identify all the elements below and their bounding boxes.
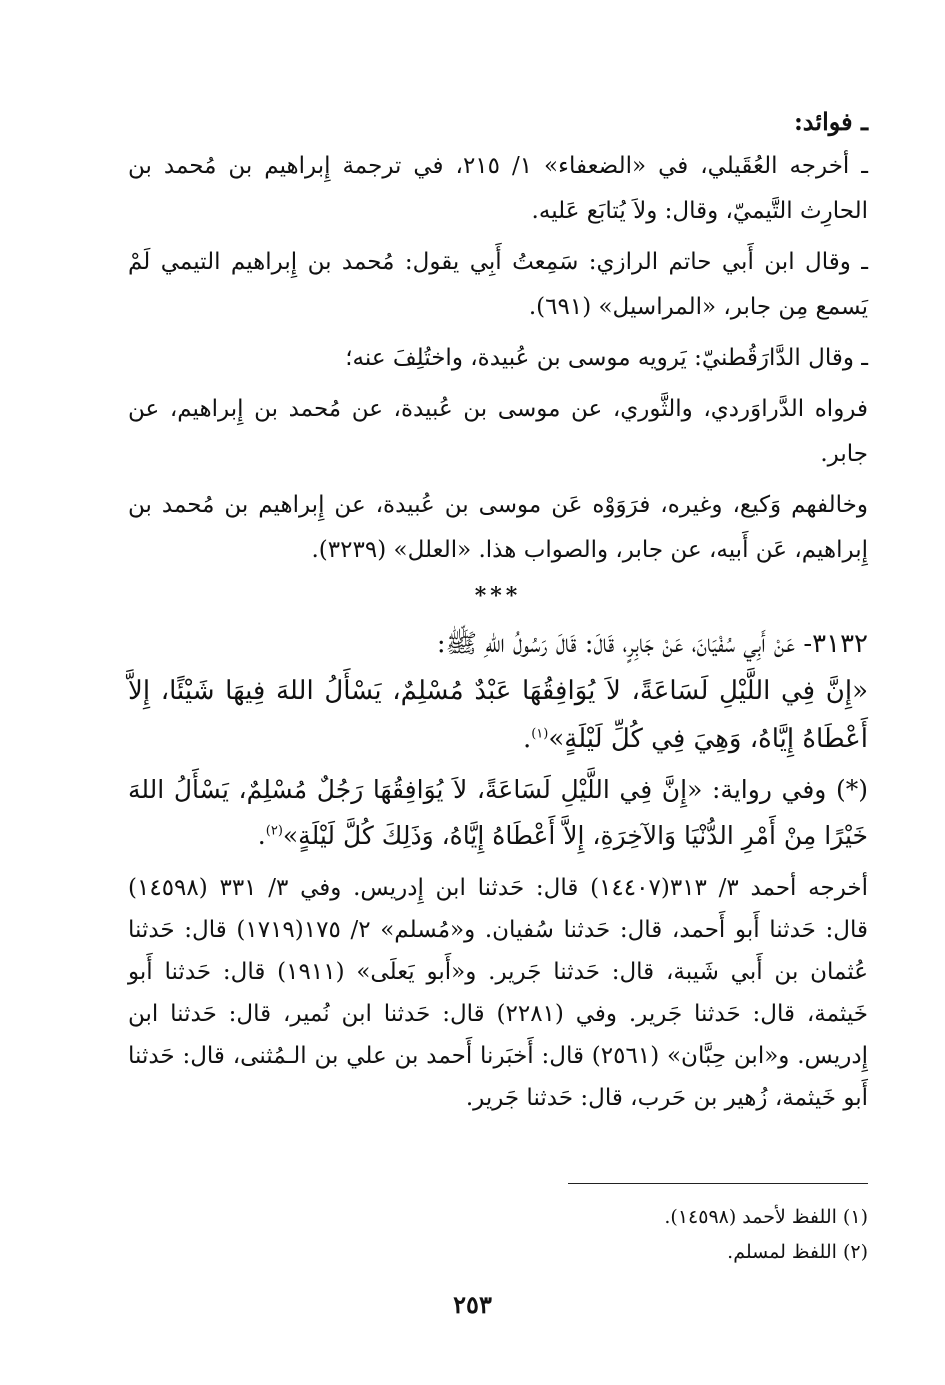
note-khalafahum: وخالفهم وَكيع، وغيره، فرَوَوْه عَن موسى بن عُبيدة، عن إِبراهيم بن مُحمد بن إِبراهيم، عَن أَبيه، عن جابر، والصواب هذا. «العلل» (٣٢٣٩). xyxy=(128,492,868,563)
hadith-riwaya-body: (*) وفي رواية: «إِنَّ فِي اللَّيْلِ لَسَاعَةً، لاَ يُوَافِقُهَا رَجُلٌ مُسْلِمٌ، يَسْأَلُ اللهَ خَيْرًا مِنْ أَمْرِ الدُّنْيَا وَالآخِرَةِ، إِلاَّ أَعْطَاهُ إِيَّاهُ، وَذَلِكَ كُلَّ لَيْلَةٍ» xyxy=(128,775,868,850)
hadith-heading: ٣١٣٢- عَنْ أَبِي سُفْيَانَ، عَنْ جَابِرٍ، قَالَ: قَالَ رَسُولُ اللهِ ﷺ: xyxy=(436,629,868,659)
footnote-1: (١) اللفظ لأحمد (١٤٥٩٨). xyxy=(664,1206,868,1228)
note-daraqutni: ـ وقال الدَّارَقُطنيّ: يَرويه موسى بن عُبيدة، واختُلِفَ عنه؛ xyxy=(345,345,868,371)
page-number: ٢٥٣ xyxy=(453,1290,492,1319)
footnote-marker-1[interactable]: (١) xyxy=(531,726,549,742)
hadith-takhrij: أخرجه أحمد ٣/ ٣١٣(١٤٤٠٧) قال: حَدثنا ابن إِدريس. وفي ٣/ ٣٣١ (١٤٥٩٨) قال: حَدثنا أَبو أَحمد، قال: حَدثنا سُفيان. و«مُسلم» ٢/ ١٧٥(١٧١٩) قال: حَدثنا عُثمان بن أَبي شَيبة، قال: حَدثنا جَرير. و«أَبو يَعلَى» (١٩١١) قال: حَدثنا أَبو خَيثمة، قال: حَدثنا جَرير. وفي (٢٢٨١) قال: حَدثنا ابن نُمير، قال: حَدثنا ابن إِدريس. و«ابن حِبَّان» (٢٥٦١) قال: أَخبَرنا أَحمد بن علي بن الـمُثنى، قال: حَدثنا أَبو خَيثمة، زُهير بن حَرب، قال: حَدثنا جَرير. xyxy=(128,875,869,1111)
footnote-divider xyxy=(568,1183,868,1184)
footnotes xyxy=(128,1200,868,1270)
hadith-text-body: «إِنَّ فِي اللَّيْلِ لَسَاعَةً، لاَ يُوَافِقُهَا عَبْدٌ مُسْلِمٌ، يَسْأَلُ اللهَ فِيهَا شَيْئًا، إِلاَّ أَعْطَاهُ إِيَّاهُ، وَهِيَ فِي كُلِّ لَيْلَةٍ» xyxy=(128,676,868,754)
note-rawah: فرواه الدَّراوَردي، والثَّوري، عن موسى بن عُبيدة، عن مُحمد بن إِبراهيم، عن جابر. xyxy=(128,396,868,467)
hadith-riwaya: (*) وفي رواية: «إِنَّ فِي اللَّيْلِ لَسَاعَةً، لاَ يُوَافِقُهَا رَجُلٌ مُسْلِمٌ، يَسْأَلُ اللهَ خَيْرًا مِنْ أَمْرِ الدُّنْيَا وَالآخِرَةِ، إِلاَّ أَعْطَاهُ إِيَّاهُ، وَذَلِكَ كُلَّ لَيْلَةٍ»$^{(٢)}$. xyxy=(128,775,868,850)
section-separator: *** xyxy=(474,583,522,609)
hadith-text: «إِنَّ فِي اللَّيْلِ لَسَاعَةً، لاَ يُوَافِقُهَا عَبْدٌ مُسْلِمٌ، يَسْأَلُ اللهَ فِيهَا شَيْئًا، إِلاَّ أَعْطَاهُ إِيَّاهُ، وَهِيَ فِي كُلِّ لَيْلَةٍ»$^{(١)}$. xyxy=(128,676,868,754)
benefits-heading: ـ فوائد: xyxy=(793,107,868,136)
footnote-marker-2[interactable]: (٢) xyxy=(265,823,283,839)
note-ibn-abi-hatim: ـ وقال ابن أَبي حاتم الرازي: سَمِعتُ أَبِي يقول: مُحمد بن إِبراهيم التيمي لَمْ يَسمع مِن جابر، «المراسيل» (٦٩١). xyxy=(128,249,868,320)
footnote-2: (٢) اللفظ لمسلم. xyxy=(727,1241,868,1263)
note-uqayli: ـ أخرجه العُقَيلي، في «الضعفاء» ١/ ٢١٥، في ترجمة إِبراهيم بن مُحمد بن الحارِث التَّيميّ، وقال: ولاَ يُتابَع عَليه. xyxy=(128,153,869,224)
page-body xyxy=(128,100,868,1119)
